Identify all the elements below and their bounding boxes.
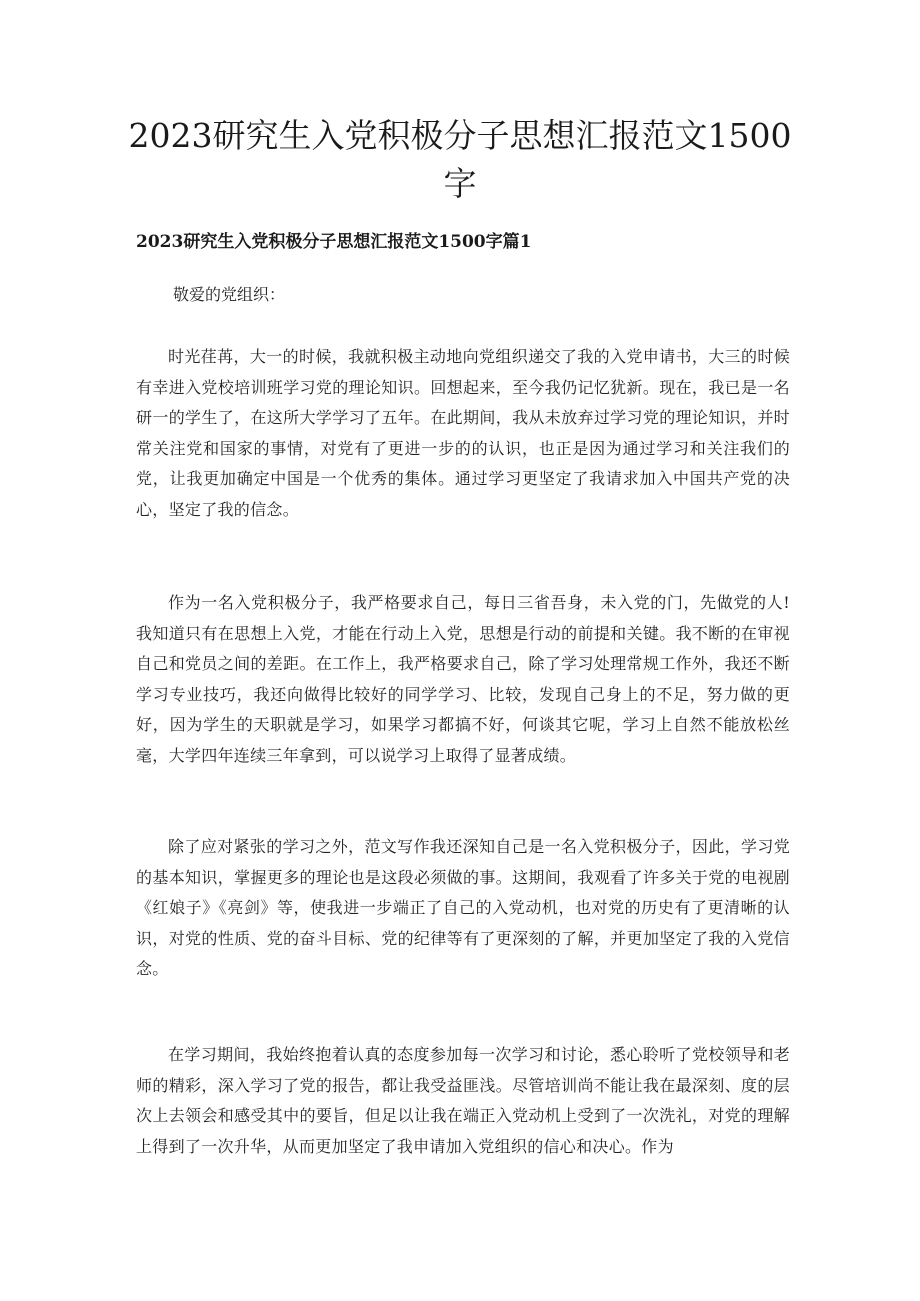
paragraph: 除了应对紧张的学习之外，范文写作我还深知自己是一名入党积极分子，因此，学习党的基本知识，掌握更多的理论也是这段必须做的事。这期间，我观看了许多关于党的电视剧《红娘子》《亮剑》等，使我进一步端正了自己的入党动机，也对党的历史有了更清晰的认识，对党的性质、党的奋斗目标、党的纪律等有了更深刻的了解，并更加坚定了我的入党信念。 [136,837,790,978]
salutation: 敬爱的党组织： [173,285,286,304]
paragraph: 作为一名入党积极分子，我严格要求自己，每日三省吾身，未入党的门，先做党的人!我知道只有在思想上入党，才能在行动上入党，思想是行动的前提和关键。我不断的在审视自己和党员之间的差距。在工作上，我严格要求自己，除了学习处理常规工作外，我还不断学习专业技巧，我还向做得比较好的同学学习、比较，发现自己身上的不足，努力做的更好，因为学生的天职就是学习，如果学习都搞不好，何谈其它呢，学习上自然不能放松丝毫，大学四年连续三年拿到，可以说学习上取得了显著成绩。 [136,593,790,765]
paragraph: 时光荏苒，大一的时候，我就积极主动地向党组织递交了我的入党申请书，大三的时候有幸进入党校培训班学习党的理论知识。回想起来，至今我仍记忆犹新。现在，我已是一名研一的学生了，在这所大学学习了五年。在此期间，我从未放弃过学习党的理论知识，并时常关注党和国家的事情，对党有了更进一步的的认识，也正是因为通过学习和关注我们的党，让我更加确定中国是一个优秀的集体。通过学习更坚定了我请求加入中国共产党的决心，坚定了我的信念。 [136,347,790,519]
section-heading: 2023研究生入党积极分子思想汇报范文1500字篇1 [136,232,532,252]
paragraph: 在学习期间，我始终抱着认真的态度参加每一次学习和讨论，悉心聆听了党校领导和老师的精彩，深入学习了党的报告，都让我受益匪浅。尽管培训尚不能让我在最深刻、度的层次上去领会和感受其中的要旨，但足以让我在端正入党动机上受到了一次洗礼，对党的理解上得到了一次升华，从而更加坚定了我申请加入党组织的信心和决心。作为 [136,1045,790,1156]
document-title: 2023研究生入党积极分子思想汇报范文1500字 [128,116,792,203]
